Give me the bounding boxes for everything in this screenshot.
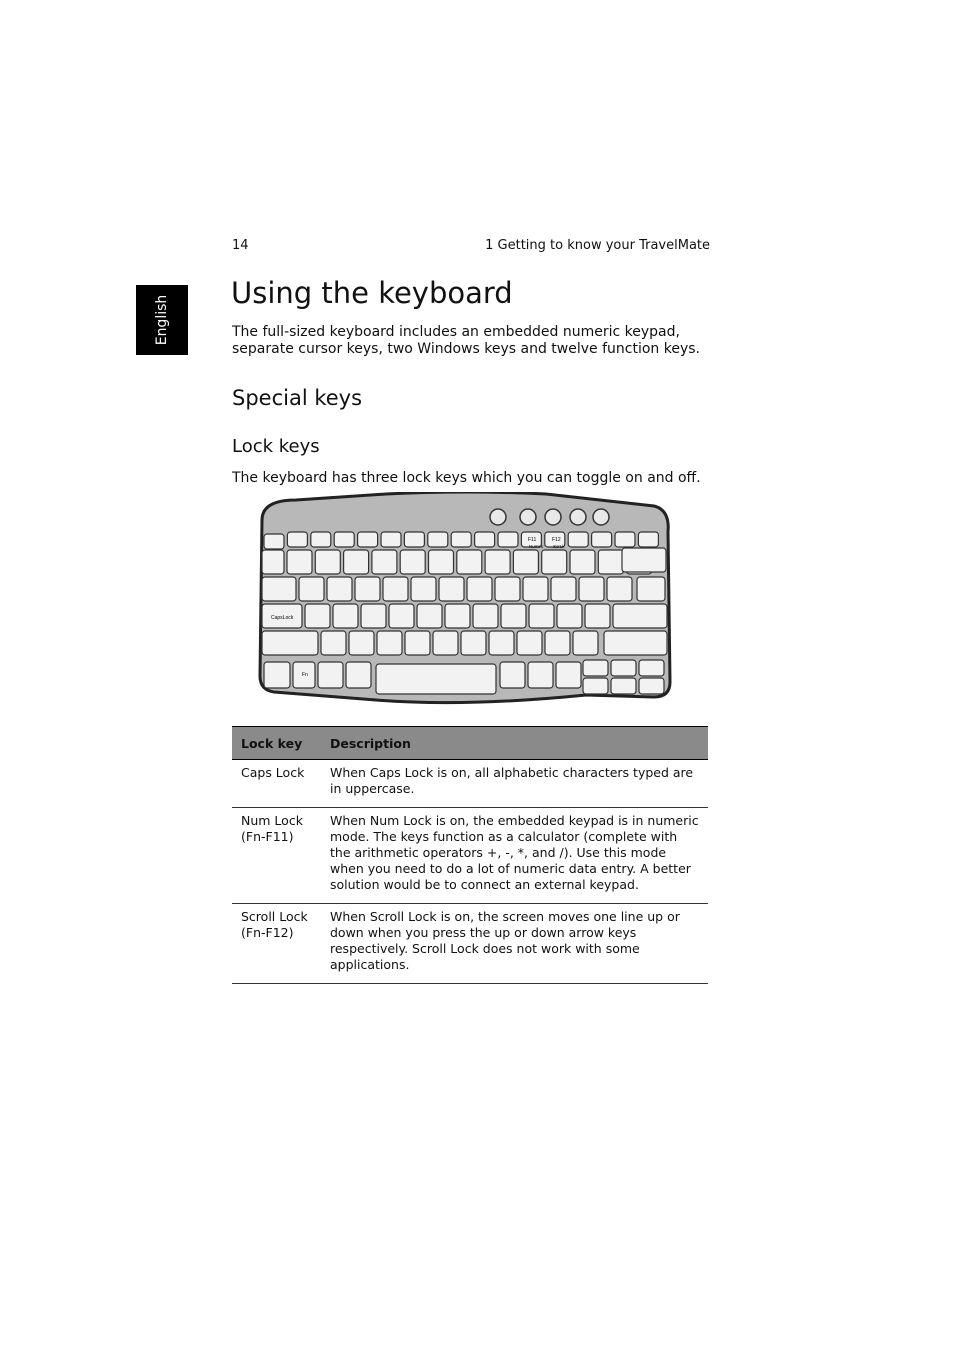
keyboard-key <box>557 604 582 628</box>
keyboard-key <box>361 604 386 628</box>
keyboard-key <box>556 662 581 688</box>
f11-label: F11 <box>528 537 537 543</box>
subsection-heading: Lock keys <box>232 436 320 457</box>
keyboard-key <box>321 631 346 655</box>
enter-key <box>613 604 667 628</box>
keyboard-key <box>461 631 486 655</box>
keyboard-key <box>598 550 623 574</box>
table-header-row <box>232 727 708 760</box>
section-heading: Special keys <box>232 386 363 410</box>
spacebar <box>376 664 496 694</box>
keyboard-key <box>262 550 284 574</box>
tab-key <box>262 577 296 601</box>
keyboard-key <box>429 550 454 574</box>
keyboard-key <box>439 577 464 601</box>
keyboard-key <box>485 550 510 574</box>
column-header: Lock key <box>232 727 321 760</box>
keyboard-key <box>433 631 458 655</box>
f12-label: F12 <box>552 537 561 543</box>
keyboard-key <box>637 577 665 601</box>
function-key <box>568 532 588 547</box>
keyboard-key <box>542 550 567 574</box>
launch-button <box>490 509 506 525</box>
function-key <box>498 532 518 547</box>
table-row <box>232 760 708 808</box>
keyboard-key <box>287 550 312 574</box>
function-key <box>311 532 331 547</box>
keyboard-key <box>346 662 371 688</box>
keyboard-key <box>344 550 369 574</box>
lock-key-cell: Scroll Lock (Fn-F12) <box>232 904 321 984</box>
launch-button <box>593 509 609 525</box>
lead-paragraph: The keyboard has three lock keys which you can toggle on and off. <box>232 470 701 486</box>
function-key <box>404 532 424 547</box>
page-title: Using the keyboard <box>231 276 513 310</box>
keyboard-key <box>523 577 548 601</box>
keyboard-key <box>318 662 343 688</box>
function-key <box>615 532 635 547</box>
keyboard-key <box>570 550 595 574</box>
keyboard-key <box>513 550 538 574</box>
function-key <box>287 532 307 547</box>
keyboard-key <box>639 660 664 676</box>
keyboard-key <box>585 604 610 628</box>
table-row <box>232 904 708 984</box>
capslock-label: CapsLock <box>271 615 294 621</box>
keyboard-key <box>489 631 514 655</box>
arrow-left-key <box>583 678 608 694</box>
keyboard-key <box>355 577 380 601</box>
arrow-right-key <box>639 678 664 694</box>
keyboard-key <box>327 577 352 601</box>
keyboard-key <box>411 577 436 601</box>
keyboard-key <box>529 604 554 628</box>
keyboard-key <box>545 631 570 655</box>
page-number: 14 <box>232 238 249 253</box>
keyboard-key <box>583 660 608 676</box>
lock-key-cell: Num Lock (Fn-F11) <box>232 808 321 904</box>
keyboard-key <box>383 577 408 601</box>
keyboard-key <box>517 631 542 655</box>
launch-button <box>570 509 586 525</box>
column-header: Description <box>321 727 708 760</box>
lock-key-cell: Caps Lock <box>232 760 321 808</box>
description-cell: When Caps Lock is on, all alphabetic characters typed are in uppercase. <box>321 760 708 808</box>
keyboard-key <box>400 550 425 574</box>
keyboard-key <box>315 550 340 574</box>
description-cell: When Num Lock is on, the embedded keypad is in numeric mode. The keys function as a calculator (complete with the arithmetic operators +, -, *, and /). Use this mode when you need to do a lot of numeric data entry. A better solution would be to connect an external keypad. <box>321 808 708 904</box>
keyboard-key <box>405 631 430 655</box>
backspace-key <box>622 548 666 572</box>
launch-button <box>545 509 561 525</box>
keyboard-key <box>528 662 553 688</box>
keyboard-key <box>349 631 374 655</box>
description-cell: When Scroll Lock is on, the screen moves one line up or down when you press the up or down arrow keys respectively. Scroll Lock does not work with some applications. <box>321 904 708 984</box>
language-tab-label: English <box>154 294 170 346</box>
function-key <box>475 532 495 547</box>
fn-label: Fn <box>302 672 308 678</box>
function-key <box>264 534 284 549</box>
keyboard-key <box>607 577 632 601</box>
keyboard-key <box>333 604 358 628</box>
intro-paragraph: The full-sized keyboard includes an embedded numeric keypad, separate cursor keys, two Windows keys and twelve function keys. <box>232 324 700 357</box>
arrow-down-key <box>611 678 636 694</box>
keyboard-illustration <box>256 492 676 707</box>
keyboard-key <box>417 604 442 628</box>
launch-button <box>520 509 536 525</box>
function-key <box>381 532 401 547</box>
keyboard-key <box>551 577 576 601</box>
keyboard-key <box>299 577 324 601</box>
keyboard-key <box>389 604 414 628</box>
keyboard-key <box>495 577 520 601</box>
chapter-header: 1 Getting to know your TravelMate <box>485 238 710 253</box>
numlk-label: NumLk <box>529 544 544 549</box>
function-key <box>592 532 612 547</box>
keyboard-key <box>457 550 482 574</box>
keyboard-key <box>377 631 402 655</box>
arrow-up-key <box>611 660 636 676</box>
keyboard-key <box>305 604 330 628</box>
function-key <box>451 532 471 547</box>
keyboard-key <box>500 662 525 688</box>
keyboard-key <box>445 604 470 628</box>
keyboard-key <box>473 604 498 628</box>
function-key <box>638 532 658 547</box>
ctrl-key <box>264 662 290 688</box>
keyboard-key <box>579 577 604 601</box>
table-row <box>232 808 708 904</box>
language-tab <box>136 285 188 355</box>
function-key <box>334 532 354 547</box>
scrlk-label: ScrLk <box>553 544 565 549</box>
keyboard-key <box>372 550 397 574</box>
function-key <box>428 532 448 547</box>
shift-key <box>604 631 667 655</box>
function-key <box>358 532 378 547</box>
lock-keys-table <box>232 726 708 984</box>
keyboard-key <box>467 577 492 601</box>
keyboard-key <box>573 631 598 655</box>
keyboard-key <box>501 604 526 628</box>
shift-key <box>262 631 318 655</box>
